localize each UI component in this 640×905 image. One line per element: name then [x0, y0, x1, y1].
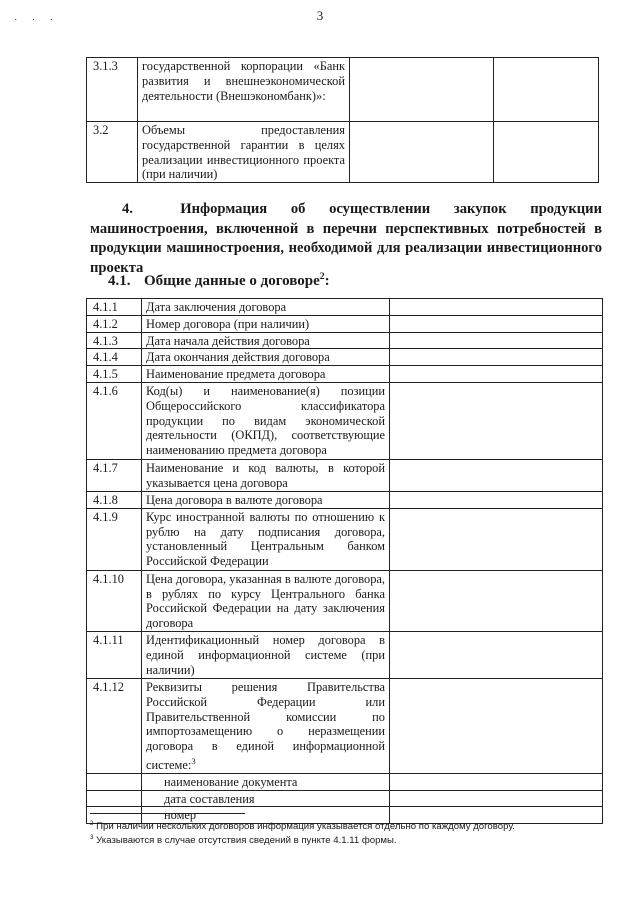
value-cell[interactable] [390, 570, 603, 631]
row-number: 4.1.10 [87, 570, 142, 631]
section-4-number: 4. [122, 201, 133, 217]
section-4-heading [90, 200, 602, 278]
value-cell[interactable] [390, 491, 603, 508]
row-label: Цена договора в валюте договора [142, 491, 390, 508]
table-subrow [87, 773, 603, 790]
table-row [87, 315, 603, 332]
value-cell[interactable] [390, 382, 603, 459]
subrow-label: номер [142, 807, 390, 824]
value-cell[interactable] [390, 773, 603, 790]
row-label: Наименование и код валюты, в которой указывается цена договора [142, 459, 390, 491]
footnote-marker: 2 [90, 820, 94, 827]
value-cell[interactable] [390, 349, 603, 366]
section-4-1-number: 4.1. [108, 273, 131, 289]
value-cell[interactable] [390, 459, 603, 491]
footnote-marker: 3 [90, 834, 94, 841]
row-number: 4.1.1 [87, 299, 142, 316]
footnote-text: При наличии нескольких договоров информация указывается отдельно по каждому договору. [96, 821, 515, 833]
empty-cell [87, 773, 142, 790]
value-cell[interactable] [390, 678, 603, 773]
footnote-2 [90, 818, 515, 833]
row-label: Дата заключения договора [142, 299, 390, 316]
row-label-text: Реквизиты решения Правительства Российской Федерации или Правительственной комиссии по импортозамещению о неразмещении договора в единой информационной системе: [146, 679, 385, 773]
value-cell[interactable] [390, 366, 603, 383]
row-number: 4.1.4 [87, 349, 142, 366]
table-row [87, 459, 603, 491]
row-number: 3.1.3 [87, 58, 138, 122]
value-cell[interactable] [390, 299, 603, 316]
subrow-label: наименование документа [142, 773, 390, 790]
table-row [87, 58, 599, 122]
top-table [86, 57, 599, 183]
table-row [87, 122, 599, 183]
section-4-1-title: Общие данные о договоре [144, 273, 320, 289]
value-cell[interactable] [390, 332, 603, 349]
value-cell[interactable] [390, 631, 603, 678]
row-label: Объемы предоставления государственной гарантии в целях реализации инвестиционного проекта (при наличии) [138, 122, 350, 183]
table-row [87, 332, 603, 349]
section-4-title: Информация об осуществлении закупок продукции машиностроения, включенной в перечни перспективных потребностей в продукции машиностроения, необходимой для реализации инвестиционного проекта [90, 201, 602, 276]
value-cell[interactable] [494, 122, 599, 183]
table-row [87, 631, 603, 678]
row-label: Курс иностранной валюты по отношению к рублю на дату подписания договора, установленный Центральным банком Российской Федерации [142, 508, 390, 570]
row-label: государственной корпорации «Банк развития и внешнеэкономической деятельности (Внешэкономбанк)»: [138, 58, 350, 122]
table-row [87, 508, 603, 570]
row-number: 4.1.11 [87, 631, 142, 678]
row-label: Дата окончания действия договора [142, 349, 390, 366]
section-4-1-heading: 4.1. Общие данные о договоре$^2$: [108, 271, 330, 289]
table-row [87, 349, 603, 366]
value-cell[interactable] [350, 122, 494, 183]
table-row [87, 299, 603, 316]
row-label: Дата начала действия договора [142, 332, 390, 349]
value-cell[interactable] [390, 790, 603, 807]
table-row [87, 366, 603, 383]
footnote-text: Указываются в случае отсутствия сведений в пункте 4.1.11 формы. [96, 835, 397, 847]
row-number: 4.1.8 [87, 491, 142, 508]
row-label: Идентификационный номер договора в единой информационной системе (при наличии) [142, 631, 390, 678]
contract-table [86, 298, 603, 824]
row-number: 4.1.7 [87, 459, 142, 491]
footnote-ref[interactable]: 3 [191, 755, 196, 766]
table-subrow [87, 790, 603, 807]
row-number: 4.1.2 [87, 315, 142, 332]
page-number: 3 [316, 8, 324, 23]
scan-specks: ˙ ˙ ˙ [14, 18, 59, 29]
footnote-separator [90, 813, 245, 814]
subrow-label: дата составления [142, 790, 390, 807]
row-number: 3.2 [87, 122, 138, 183]
row-label: Наименование предмета договора [142, 366, 390, 383]
row-number: 4.1.9 [87, 508, 142, 570]
row-number: 4.1.12 [87, 678, 142, 773]
table-row [87, 382, 603, 459]
row-label: Цена договора, указанная в валюте договора, в рублях по курсу Центрального банка Российской Федерации на дату заключения договора [142, 570, 390, 631]
footnote-ref[interactable]: 2 [319, 271, 325, 282]
value-cell[interactable] [390, 315, 603, 332]
value-cell[interactable] [390, 508, 603, 570]
row-number: 4.1.5 [87, 366, 142, 383]
row-number: 4.1.6 [87, 382, 142, 459]
value-cell[interactable] [350, 58, 494, 122]
table-row [87, 678, 603, 773]
row-label [142, 678, 390, 773]
value-cell[interactable] [494, 58, 599, 122]
empty-cell [87, 790, 142, 807]
row-number: 4.1.3 [87, 332, 142, 349]
table-row [87, 570, 603, 631]
footnote-3 [90, 832, 397, 847]
row-label: Номер договора (при наличии) [142, 315, 390, 332]
table-row [87, 491, 603, 508]
row-label: Код(ы) и наименование(я) позиции Общероссийского классификатора продукции по видам экономической деятельности (ОКПД), соответствующие наименованию предмета договора [142, 382, 390, 459]
